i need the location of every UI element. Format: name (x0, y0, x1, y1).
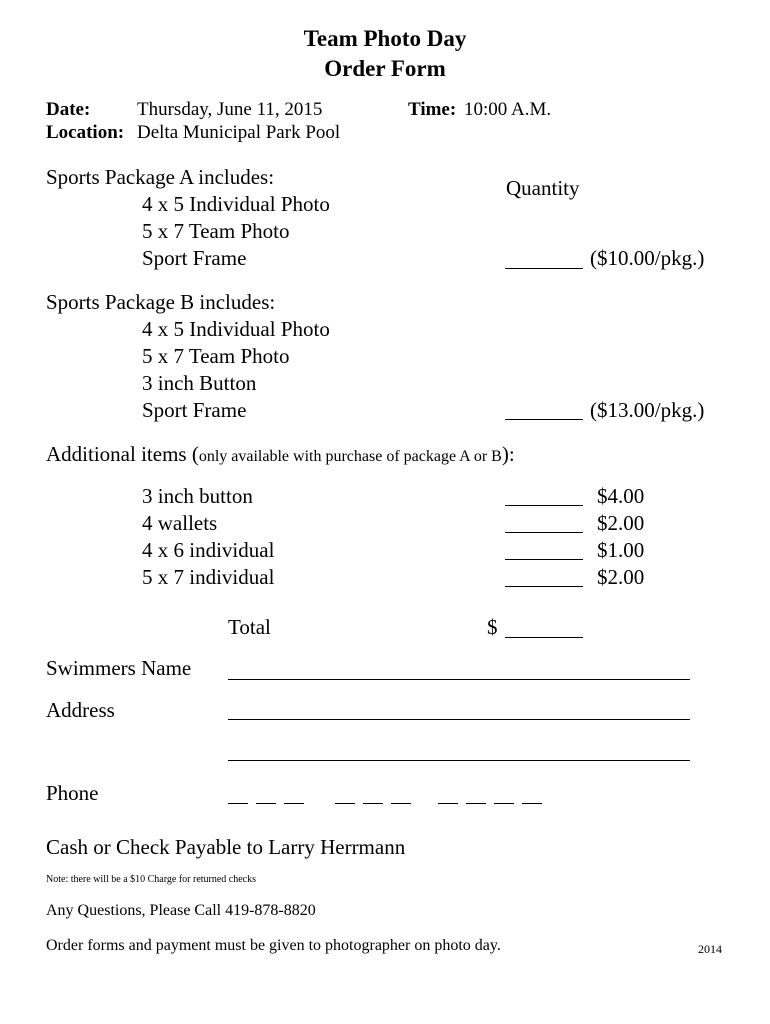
form-title-line2: Order Form (324, 56, 446, 81)
swimmers-name-field[interactable] (228, 679, 690, 680)
additional-item-price: $2.00 (597, 565, 645, 589)
time-value: 10:00 A.M. (464, 99, 552, 120)
form-title-line1: Team Photo Day (303, 26, 467, 51)
package-b-item: 3 inch Button (142, 371, 257, 395)
returned-check-note: Note: there will be a $10 Charge for returned checks (46, 874, 257, 885)
additional-heading-note: only available with purchase of package A or B (198, 448, 502, 465)
time-label: Time: (408, 99, 457, 120)
additional-item-price: $2.00 (597, 511, 645, 535)
swimmers-name-label: Swimmers Name (46, 656, 192, 680)
address-field-line1[interactable] (228, 719, 690, 720)
package-a-price: ($10.00/pkg.) (590, 246, 705, 270)
additional-item-name: 3 inch button (142, 484, 253, 508)
package-b-item: Sport Frame (142, 398, 247, 422)
package-a-item: Sport Frame (142, 246, 247, 270)
additional-heading-close: ): (501, 442, 515, 466)
phone-digit-blank[interactable] (391, 803, 411, 804)
phone-digit-blank[interactable] (284, 803, 304, 804)
phone-digit-blank[interactable] (466, 803, 486, 804)
additional-item-quantity-field[interactable] (505, 505, 583, 506)
phone-digit-blank[interactable] (228, 803, 248, 804)
package-b-item: 5 x 7 Team Photo (142, 344, 290, 368)
package-b-heading: Sports Package B includes: (46, 290, 276, 314)
phone-label: Phone (46, 781, 99, 805)
order-note: Order forms and payment must be given to photographer on photo day. (46, 937, 501, 954)
phone-digit-blank[interactable] (256, 803, 276, 804)
additional-item-quantity-field[interactable] (505, 532, 583, 533)
phone-digit-blank[interactable] (494, 803, 514, 804)
package-b-price: ($13.00/pkg.) (590, 398, 705, 422)
additional-item-price: $1.00 (597, 538, 645, 562)
phone-digit-blank[interactable] (438, 803, 458, 804)
package-b-quantity-field[interactable] (505, 419, 583, 420)
address-label: Address (46, 698, 115, 722)
additional-item-quantity-field[interactable] (505, 559, 583, 560)
additional-item-name: 4 x 6 individual (142, 538, 275, 562)
address-field-line2[interactable] (228, 760, 690, 761)
additional-item-price: $4.00 (597, 484, 645, 508)
total-amount-field[interactable] (505, 637, 583, 638)
phone-digit-blank[interactable] (335, 803, 355, 804)
additional-heading-text: Additional items ( (46, 442, 199, 466)
total-currency: $ (487, 615, 498, 639)
date-value: Thursday, June 11, 2015 (137, 99, 323, 120)
phone-digit-blank[interactable] (363, 803, 383, 804)
package-a-quantity-field[interactable] (505, 268, 583, 269)
location-value: Delta Municipal Park Pool (137, 122, 341, 143)
package-b-item: 4 x 5 Individual Photo (142, 317, 330, 341)
date-label: Date: (46, 99, 91, 120)
location-label: Location: (46, 122, 125, 143)
package-a-heading: Sports Package A includes: (46, 165, 275, 189)
package-a-item: 5 x 7 Team Photo (142, 219, 290, 243)
questions-text: Any Questions, Please Call 419-878-8820 (46, 902, 316, 919)
payable-text: Cash or Check Payable to Larry Herrmann (46, 835, 406, 859)
additional-item-name: 4 wallets (142, 511, 218, 535)
total-label: Total (228, 615, 271, 639)
form-year: 2014 (698, 942, 722, 956)
additional-heading (46, 442, 515, 467)
phone-digit-blank[interactable] (522, 803, 542, 804)
additional-item-quantity-field[interactable] (505, 586, 583, 587)
quantity-header: Quantity (506, 176, 580, 200)
package-a-item: 4 x 5 Individual Photo (142, 192, 330, 216)
additional-item-name: 5 x 7 individual (142, 565, 275, 589)
